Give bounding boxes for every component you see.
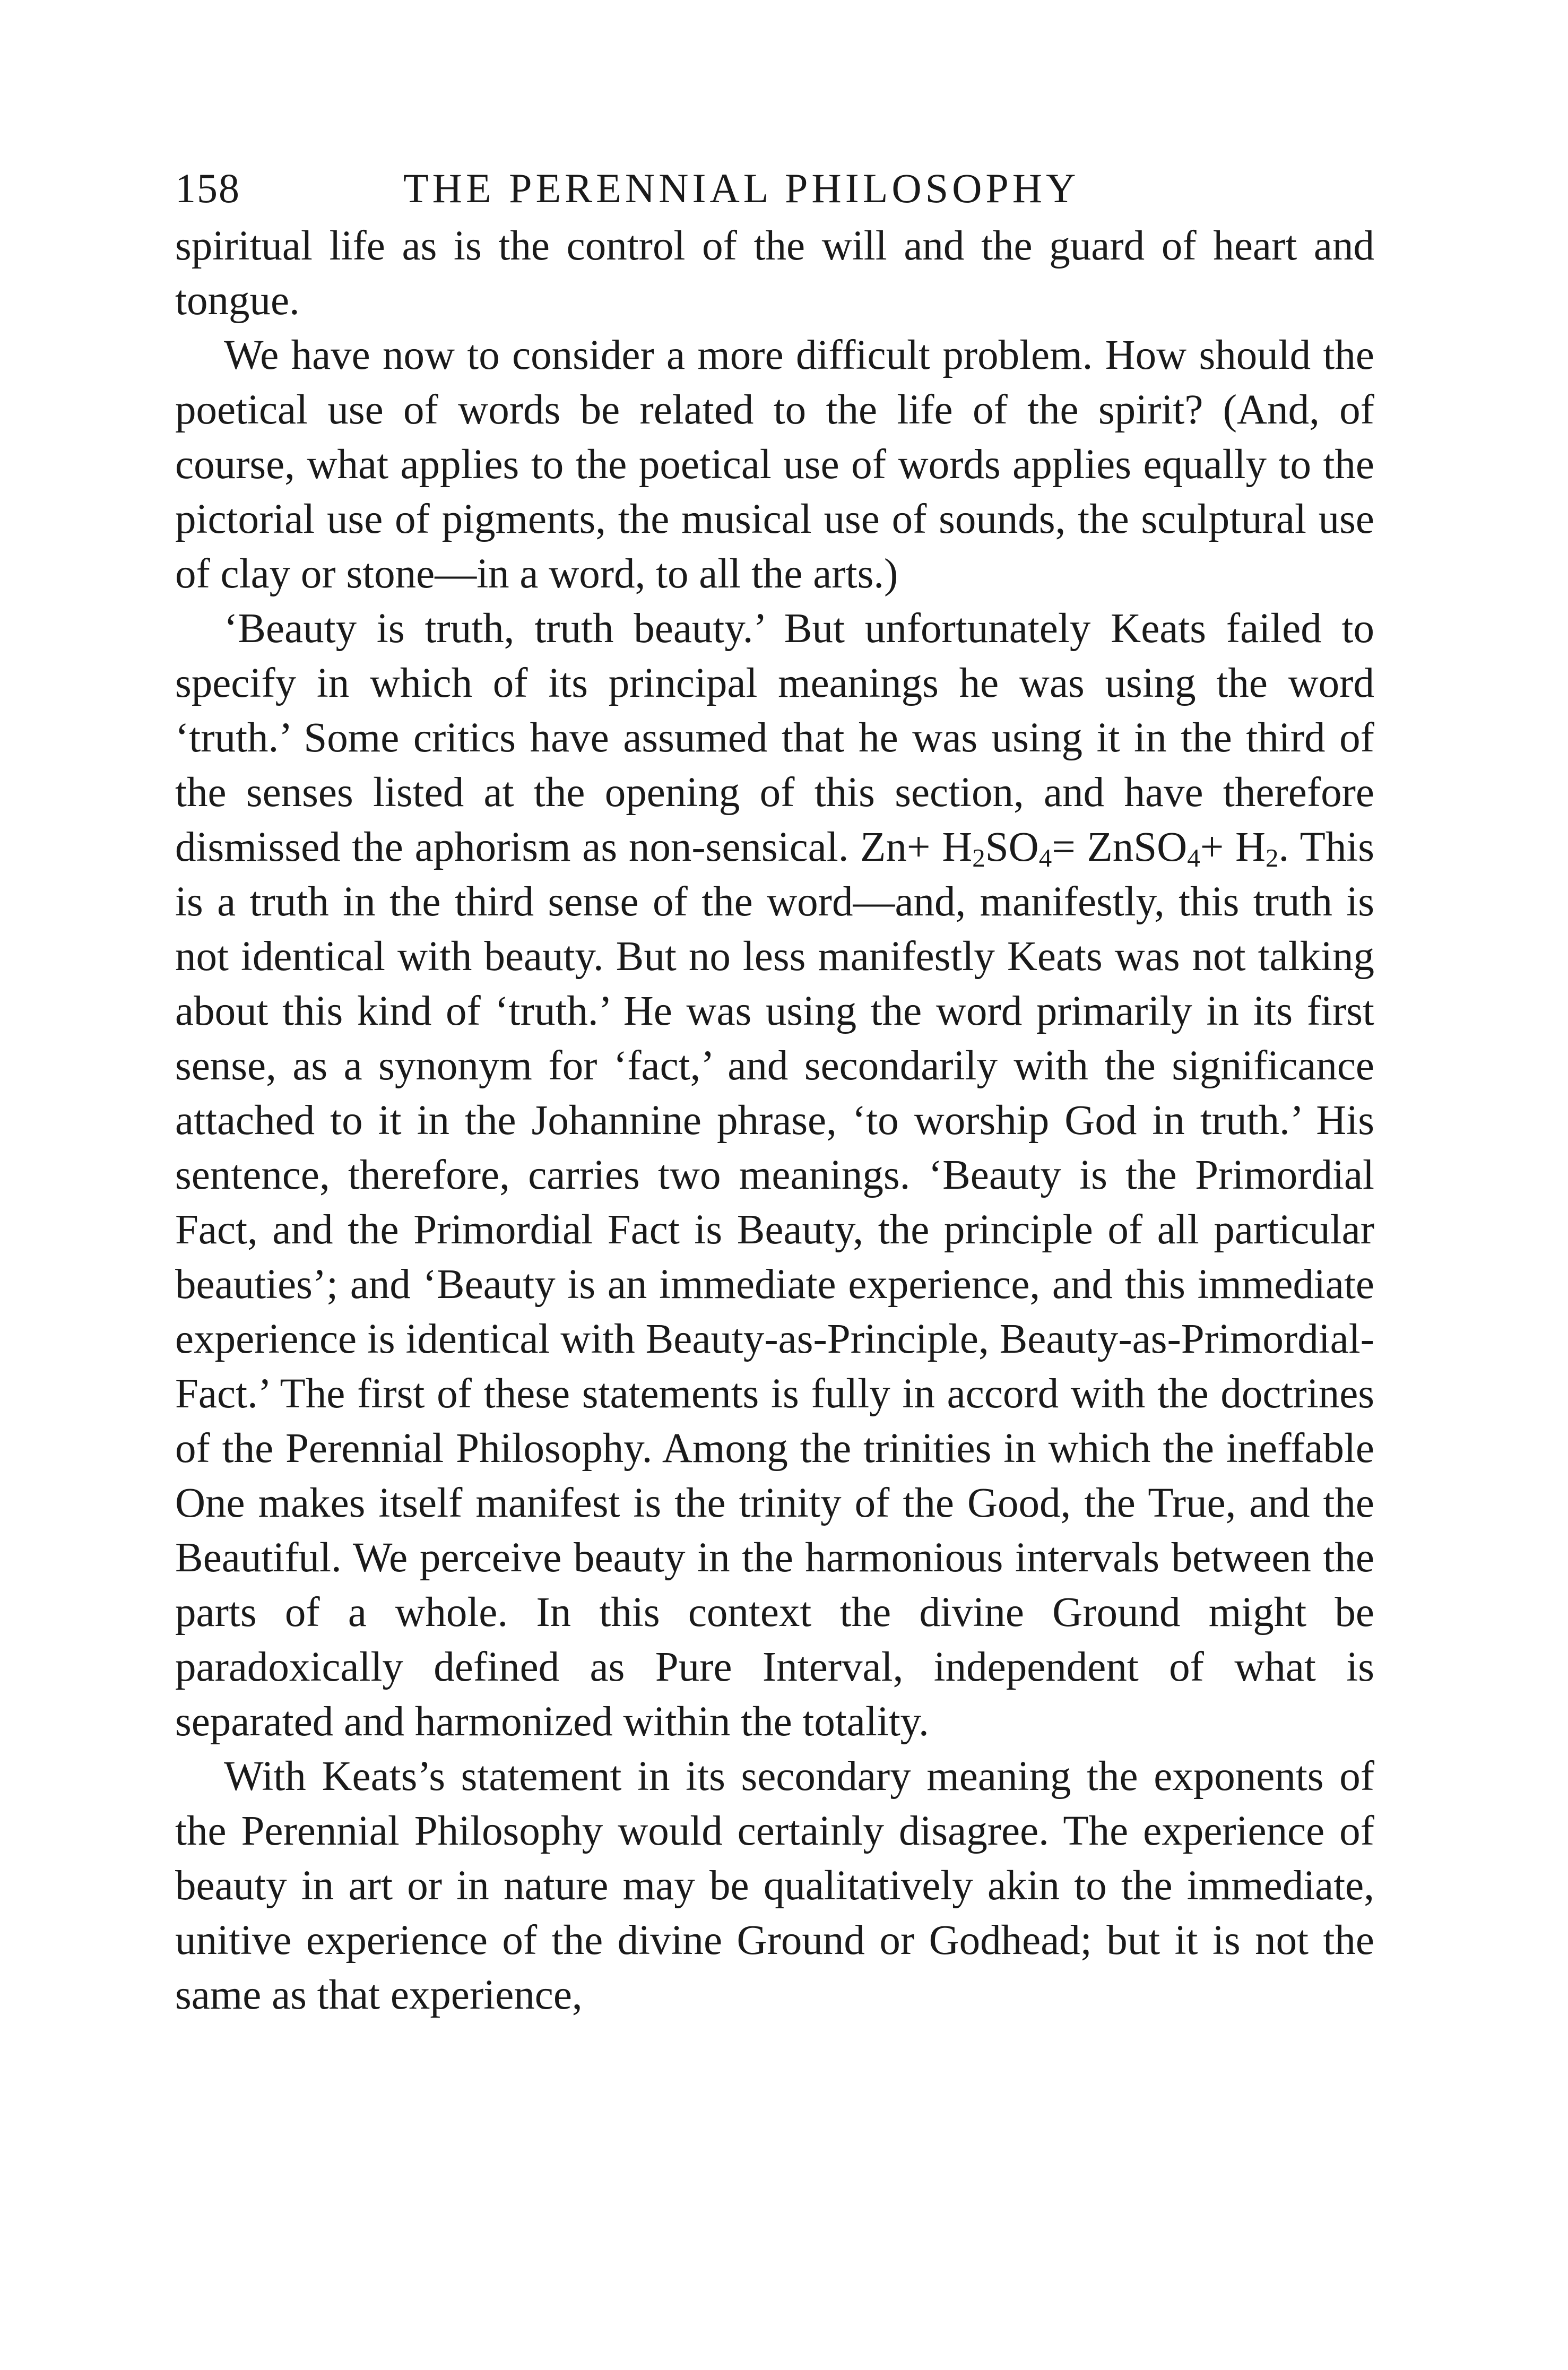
chemical-formula — [860, 824, 1289, 870]
paragraph-text-after-formula: This is a truth in the third sense of the word—and, manifestly, this truth is not identical with beauty. But no less manifestly Keats was not talking about this kind of ‘truth.’ He was using the word primarily in its first sense, as a synonym for ‘fact,’ and secondarily with the significance attached to it in the Johannine phrase, ‘to worship God in truth.’ His sentence, therefore, carries two meanings. ‘Beauty is the Primordial Fact, and the Primordial Fact is Beauty, the principle of all particular beauties’; and ‘Beauty is an immediate experience, and this immediate experience is identical with Beauty-as-Principle, Beauty-as-Primordial-Fact.’ The first of these statements is fully in accord with the doctrines of the Perennial Philosophy. Among the trinities in which the ineffable One makes itself manifest is the trinity of the Good, the True, and the Beautiful. We perceive beauty in the harmonious intervals between the parts of a whole. In this context the divine Ground might be paradoxically defined as Pure Interval, independent of what is separated and harmonized within the totality. — [175, 824, 1375, 1745]
formula-subscript: 2 — [972, 843, 985, 872]
book-page — [175, 159, 1374, 2022]
paragraph-keats-truth — [175, 601, 1374, 1749]
page-number: 158 — [175, 165, 240, 211]
formula-part: + H — [1200, 824, 1266, 870]
formula-subscript: 4 — [1187, 843, 1200, 872]
paragraph-problem: We have now to consider a more difficult problem. How should the poetical use of words be related to the life of the spirit? (And, of course, what applies to the poetical use of words applies equally to the pictorial use of pigments, the musical use of sounds, the sculptural use of clay or stone—in a word, to all the arts.) — [175, 332, 1374, 597]
formula-part: SO — [985, 824, 1039, 870]
formula-part: = ZnSO — [1052, 824, 1188, 870]
body-text — [175, 219, 1374, 2022]
running-title: THE PERENNIAL PHILOSOPHY — [403, 165, 1080, 211]
paragraph-text-before-formula: ‘Beauty is truth, truth beauty.’ But unfortunately Keats failed to specify in which of its principal meanings he was using the word ‘truth.’ Some critics have assumed that he was using it in the third of the senses listed at the opening of this section, and have therefore dismissed the aphorism as non-sensical. — [175, 606, 1374, 870]
formula-part: . — [1278, 824, 1289, 870]
formula-part: Zn+ H — [860, 824, 973, 870]
paragraph-continuation: spiritual life as is the control of the will and the guard of heart and tongue. — [175, 223, 1374, 324]
running-head — [175, 159, 1374, 218]
paragraph-secondary-meaning: With Keats’s statement in its secondary meaning the exponents of the Perennial Philosophy would certainly disagree. The experience of beauty in art or in nature may be qualitatively akin to the immediate, unitive experience of the divine Ground or Godhead; but it is not the same as that experience, — [175, 1753, 1374, 2018]
formula-subscript: 4 — [1038, 843, 1052, 872]
formula-subscript: 2 — [1266, 843, 1279, 872]
